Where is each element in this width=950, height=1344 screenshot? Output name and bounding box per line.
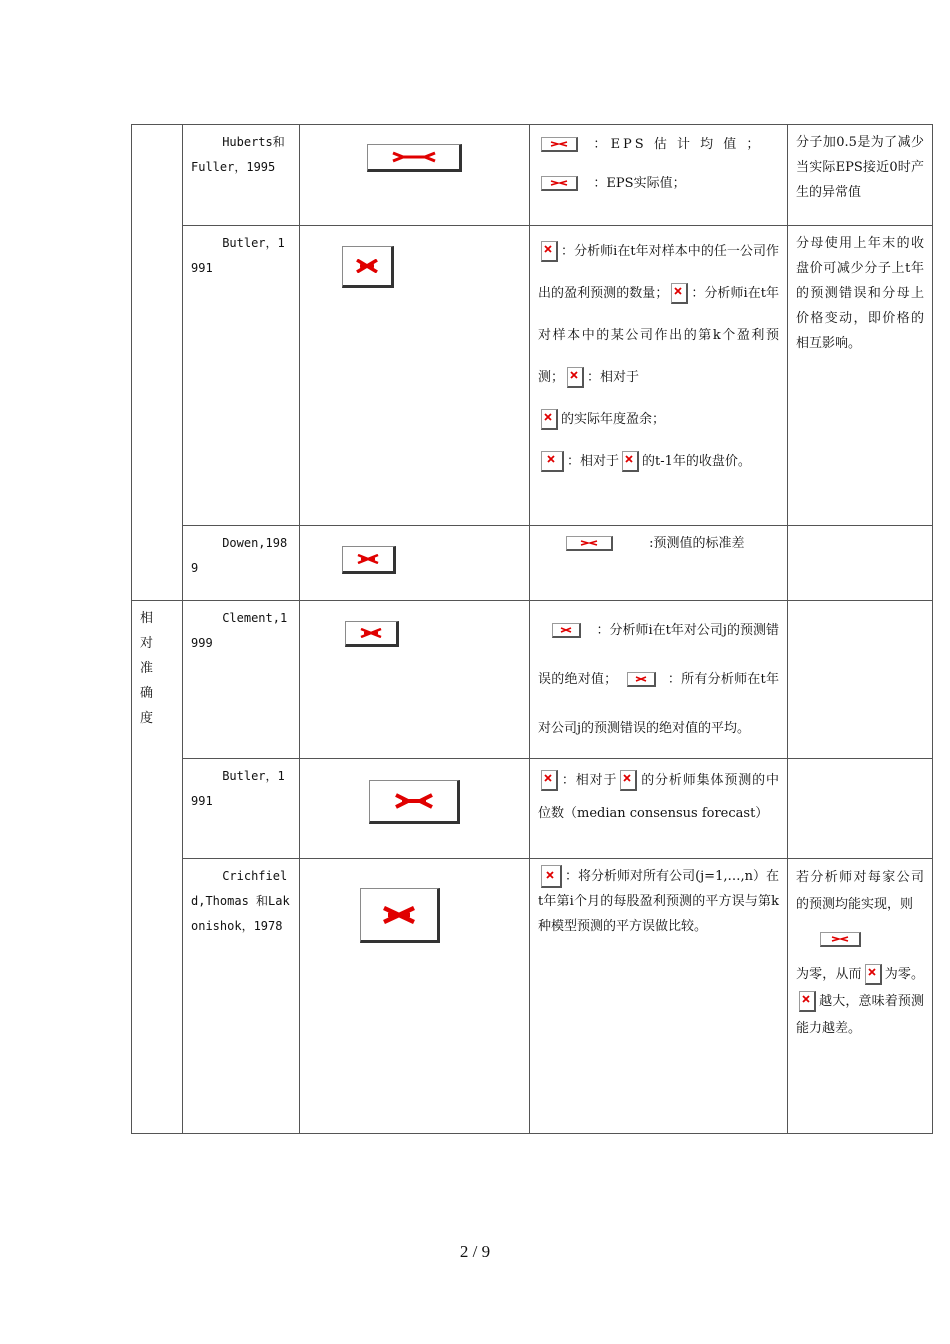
- desc-text: 的t-1年的收盘价。: [642, 454, 751, 469]
- description-cell: [530, 125, 788, 226]
- formula-symbol-icon: [799, 991, 816, 1012]
- desc-text: ：分析师i在t年对公司j的预测错误的绝对值；: [538, 623, 779, 687]
- note-cell: [788, 526, 933, 601]
- formula-cell: [300, 859, 530, 1134]
- desc-text: ：相对于: [587, 370, 640, 385]
- category-cell: [132, 125, 183, 601]
- note-cell: [788, 859, 933, 1134]
- formula-symbol-icon: [567, 367, 584, 388]
- desc-text: EPS 估 计 均 值 ；: [610, 137, 763, 152]
- formula-symbol-icon: [541, 176, 578, 191]
- formula-cell: [300, 125, 530, 226]
- note-cell: [788, 759, 933, 859]
- desc-text: ：相对于: [567, 454, 620, 469]
- author-cell: Clement,1999: [183, 601, 300, 759]
- desc-text: EPS实际值；: [606, 176, 686, 191]
- author-cell: Huberts和Fuller，1995: [183, 125, 300, 226]
- broken-image-icon: [360, 888, 440, 943]
- note-text: 若分析师对每家公司的预测均能实现，则: [796, 870, 924, 912]
- desc-text: 的实际年度盈余；: [561, 412, 666, 427]
- formula-symbol-icon: [541, 451, 564, 472]
- formula-symbol-icon: [541, 865, 562, 888]
- description-cell: [530, 526, 788, 601]
- author-cell: Crichfield,Thomas 和Lakonishok，1978: [183, 859, 300, 1134]
- note-cell: [788, 601, 933, 759]
- table-row: [132, 759, 933, 859]
- page-number: 2 / 9: [459, 1242, 491, 1261]
- category-cell: 相对准确度: [132, 601, 183, 1134]
- formula-symbol-icon: [620, 770, 637, 791]
- formula-symbol-icon: [552, 623, 581, 638]
- desc-text: ：: [593, 176, 607, 191]
- formula-symbol-icon: [820, 932, 861, 947]
- formula-symbol-icon: [865, 964, 882, 985]
- desc-text: ：: [593, 137, 607, 152]
- formula-symbol-icon: [541, 409, 558, 430]
- table-row: [132, 526, 933, 601]
- desc-text: :预测值的标准差: [649, 536, 745, 551]
- formula-symbol-icon: [671, 283, 688, 304]
- author-cell: Butler，1991: [183, 759, 300, 859]
- formula-symbol-icon: [622, 451, 639, 472]
- table-row: [132, 601, 933, 759]
- description-cell: [530, 859, 788, 1134]
- note-text: 为零。: [884, 967, 924, 982]
- desc-text: ：分析师i在t年对样本中的任一公司作出的盈利预测的数量；: [538, 244, 779, 301]
- note-cell: 分子加0.5是为了减少当实际EPS接近0时产生的异常值: [788, 125, 933, 226]
- broken-image-icon: [367, 144, 462, 172]
- description-cell: [530, 226, 788, 526]
- description-cell: [530, 601, 788, 759]
- formula-symbol-icon: [541, 241, 558, 262]
- description-cell: [530, 759, 788, 859]
- desc-text: 的分析师集体预测的中位数（median consensus forecast）: [538, 773, 779, 821]
- formula-cell: [300, 526, 530, 601]
- desc-text: ：分析师i在t年对样本中的某公司作出的第k个盈利预测；: [538, 286, 779, 385]
- formula-cell: [300, 601, 530, 759]
- broken-image-icon: [345, 621, 399, 647]
- formula-symbol-icon: [566, 536, 613, 551]
- note-cell: 分母使用上年末的收盘价可减少分子上t年的预测错误和分母上价格变动，即价格的相互影响。: [788, 226, 933, 526]
- note-text: 越大，意味着预测能力越差。: [796, 994, 924, 1036]
- author-cell: Butler，1991: [183, 226, 300, 526]
- formula-symbol-icon: [627, 672, 656, 687]
- formula-cell: [300, 226, 530, 526]
- broken-image-icon: [342, 546, 396, 574]
- formula-symbol-icon: [541, 770, 558, 791]
- broken-image-icon: [369, 780, 460, 824]
- desc-text: ：将分析师对所有公司(j=1,…,n）在t年第i个月的每股盈利预测的平方误与第k种模型预测的平方误做比较。: [538, 869, 779, 934]
- measurement-table: [131, 124, 933, 1134]
- table-row: [132, 859, 933, 1134]
- table-row: [132, 125, 933, 226]
- note-text: 为零，从而: [796, 967, 862, 982]
- desc-text: ：相对于: [561, 773, 618, 788]
- formula-symbol-icon: [541, 137, 578, 152]
- formula-cell: [300, 759, 530, 859]
- broken-image-icon: [342, 246, 394, 288]
- desc-text: ：所有分析师在t年对公司j的预测错误的绝对值的平均。: [538, 672, 779, 736]
- author-cell: Dowen,1989: [183, 526, 300, 601]
- table-row: [132, 226, 933, 526]
